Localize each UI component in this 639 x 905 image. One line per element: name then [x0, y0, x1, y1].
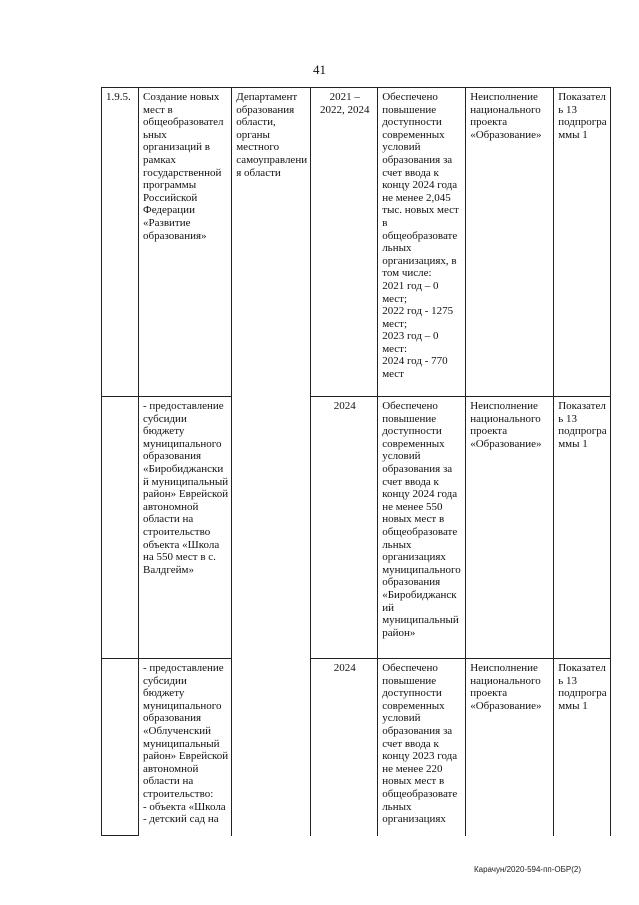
cell-text-line: «Биробиджанск [382, 588, 457, 601]
cell-text-line: - предоставление [143, 662, 224, 674]
cell-text-line: Департамент [236, 91, 298, 103]
cell-text-line: ьных [143, 128, 167, 141]
cell-text-line: объекта «Школа [143, 538, 220, 551]
cell-text-line: государственной [143, 166, 222, 179]
indicator-cell [554, 659, 610, 836]
cell-text-line: образования [382, 576, 441, 589]
cell-text-line: Показател [558, 91, 606, 103]
cell-text-line: новых мест в [382, 775, 445, 788]
cell-text-line: счет ввода к [382, 166, 439, 179]
cell-text-line: субсидии [143, 674, 187, 687]
row-number-cell [102, 659, 139, 836]
consequence-cell [466, 659, 554, 836]
cell-text-line: подпрогра [558, 425, 607, 438]
cell-text-line: общеобразовате [382, 525, 458, 538]
activity-cell [139, 397, 232, 659]
cell-text-line: «Образование» [470, 699, 542, 712]
cell-text-line: 2024 [333, 400, 356, 412]
cell-text-line: концу 2024 года [382, 179, 458, 192]
row-number-cell: 1.9.5. [102, 88, 139, 397]
cell-text-line: 2022 год - 1275 [382, 305, 454, 318]
cell-text-line: й муниципальный [143, 475, 229, 488]
cell-text-line: - детский сад на [143, 813, 219, 826]
cell-text-line: национального [470, 103, 541, 116]
cell-text-line: образования [143, 450, 202, 463]
cell-text-line: 2024 [333, 662, 356, 674]
cell-text-line: образования» [143, 229, 207, 242]
cell-text-line: льных [382, 538, 412, 551]
cell-text-line: муниципальный [143, 737, 220, 750]
table-row [102, 397, 611, 659]
cell-text-line: Валдгейм» [143, 563, 194, 576]
cell-text-line: проекта [470, 687, 508, 700]
cell-text-line: муниципального [382, 563, 461, 576]
cell-text-line: муниципального [143, 699, 222, 712]
cell-text-line: концу 2023 года [382, 750, 458, 763]
cell-text-line: самоуправлени [236, 153, 308, 166]
cell-text-line: «Развитие [143, 216, 191, 229]
cell-text-line: на 550 мест в с. [143, 551, 216, 564]
cell-text-line: повышение [382, 674, 437, 687]
cell-text-line: Обеспечено [382, 662, 438, 674]
cell-text-line: счет ввода к [382, 475, 439, 488]
document-reference: Карачун/2020-594-пп-ОБР(2) [473, 865, 581, 874]
row-number-cell [102, 397, 139, 659]
cell-text-line: образования [143, 712, 202, 725]
cell-text-line: современных [382, 128, 445, 141]
cell-text-line: «Образование» [470, 128, 542, 141]
cell-text-line: образования за [382, 724, 453, 737]
cell-text-line: области на [143, 513, 194, 526]
cell-text-line: ь 13 [558, 674, 577, 687]
cell-text-line: области на [143, 775, 194, 788]
cell-text-line: доступности [382, 687, 442, 700]
executor-cell [232, 88, 311, 836]
result-cell [378, 397, 466, 659]
cell-text-line: «Биробиджански [143, 462, 224, 475]
cell-text-line: ммы 1 [558, 699, 588, 712]
cell-text-line: программы [143, 179, 197, 192]
cell-text-line: повышение [382, 412, 437, 425]
cell-text-line: Неисполнение [470, 400, 538, 412]
cell-text-line: тыс. новых мест [382, 204, 459, 217]
cell-text-line: льных [382, 800, 412, 813]
cell-text-line: Показател [558, 662, 606, 674]
cell-text-line: 2021 – [329, 91, 360, 103]
cell-text-line: мест: [382, 342, 408, 355]
cell-text-line: условий [382, 141, 421, 154]
cell-text-line: образования [236, 103, 295, 116]
cell-text-line: образования за [382, 153, 453, 166]
cell-text-line: «Образование» [470, 437, 542, 450]
consequence-cell [466, 397, 554, 659]
cell-text-line: счет ввода к [382, 737, 439, 750]
period-cell [311, 659, 378, 836]
cell-text-line: не менее 2,045 [382, 191, 451, 204]
cell-text-line: Российской [143, 191, 198, 204]
period-cell [311, 88, 378, 397]
cell-text-line: национального [470, 412, 541, 425]
cell-text-line: организациях [382, 813, 446, 826]
cell-text-line: рамках [143, 153, 176, 166]
cell-text-line: я области [236, 166, 281, 179]
cell-text-line: 2021 год – 0 [382, 279, 439, 292]
cell-text-line: доступности [382, 116, 442, 129]
cell-text-line: Федерации [143, 204, 195, 217]
cell-text-line: 2024 год - 770 [382, 355, 448, 368]
cell-text-line: ий [382, 601, 394, 614]
cell-text-line: мест в [143, 103, 173, 116]
cell-text-line: условий [382, 712, 421, 725]
cell-text-line: подпрогра [558, 687, 607, 700]
cell-text-line: 2023 год – 0 [382, 330, 439, 343]
cell-text-line: район» Еврейской [143, 488, 229, 501]
cell-text-line: автономной [143, 762, 199, 775]
cell-text-line: современных [382, 437, 445, 450]
cell-text-line: строительство: [143, 787, 214, 800]
cell-text-line: район» Еврейской [143, 750, 229, 763]
cell-text-line: мест; [382, 292, 408, 305]
table-row [102, 88, 611, 397]
cell-text-line: местного [236, 141, 280, 154]
cell-text-line: ммы 1 [558, 437, 588, 450]
cell-text-line: общеобразовате [382, 787, 458, 800]
indicator-cell [554, 397, 610, 659]
cell-text-line: организациях [382, 551, 446, 564]
cell-text-line: проекта [470, 425, 508, 438]
activity-cell [139, 88, 232, 397]
cell-text-line: национального [470, 674, 541, 687]
cell-text-line: организаций в [143, 141, 210, 154]
cell-text-line: 2022, 2024 [319, 103, 370, 116]
table-row [102, 659, 611, 836]
cell-text-line: строительство [143, 525, 211, 538]
program-table [101, 87, 611, 836]
page-number: 41 [313, 62, 326, 77]
cell-text-line: мест; [382, 317, 408, 330]
cell-text-line: льных [382, 242, 412, 255]
cell-text-line: ь 13 [558, 103, 577, 116]
cell-text-line: Обеспечено [382, 400, 438, 412]
indicator-cell [554, 88, 610, 397]
cell-text-line: Обеспечено [382, 91, 438, 103]
cell-text-line: организациях, в [382, 254, 457, 267]
cell-text-line: проекта [470, 116, 508, 129]
cell-text-line: концу 2024 года [382, 488, 458, 501]
cell-text-line: новых мест в [382, 513, 445, 526]
cell-text-line: Создание новых [143, 91, 220, 103]
cell-text-line: не менее 220 [382, 762, 443, 775]
activity-cell [139, 659, 232, 836]
cell-text-line: - предоставление [143, 400, 224, 412]
cell-text-line: современных [382, 699, 445, 712]
cell-text-line: ммы 1 [558, 128, 588, 141]
cell-text-line: ь 13 [558, 412, 577, 425]
cell-text-line: в [382, 216, 388, 229]
cell-text-line: общеобразовате [382, 229, 458, 242]
cell-text-line: - объекта «Школа [143, 800, 226, 813]
cell-text-line: не менее 550 [382, 500, 443, 513]
cell-text-line: образования за [382, 462, 453, 475]
cell-text-line: условий [382, 450, 421, 463]
cell-text-line: подпрогра [558, 116, 607, 129]
period-cell [311, 397, 378, 659]
cell-text-line: Неисполнение [470, 662, 538, 674]
cell-text-line: области, [236, 116, 276, 129]
cell-text-line: повышение [382, 103, 437, 116]
cell-text-line: муниципальный [382, 614, 459, 627]
result-cell [378, 88, 466, 397]
result-cell [378, 659, 466, 836]
cell-text-line: доступности [382, 425, 442, 438]
cell-text-line: общеобразовател [143, 116, 224, 129]
cell-text-line: том числе: [382, 267, 432, 280]
cell-text-line: субсидии [143, 412, 187, 425]
consequence-cell [466, 88, 554, 397]
cell-text-line: район» [382, 626, 416, 639]
cell-text-line: мест [382, 368, 404, 381]
cell-text-line: муниципального [143, 437, 222, 450]
cell-text-line: бюджету [143, 425, 185, 438]
cell-text-line: «Облученский [143, 724, 212, 737]
cell-text-line: Показател [558, 400, 606, 412]
cell-text-line: Неисполнение [470, 91, 538, 103]
cell-text-line: бюджету [143, 687, 185, 700]
cell-text-line: автономной [143, 500, 199, 513]
cell-text-line: органы [236, 128, 270, 141]
